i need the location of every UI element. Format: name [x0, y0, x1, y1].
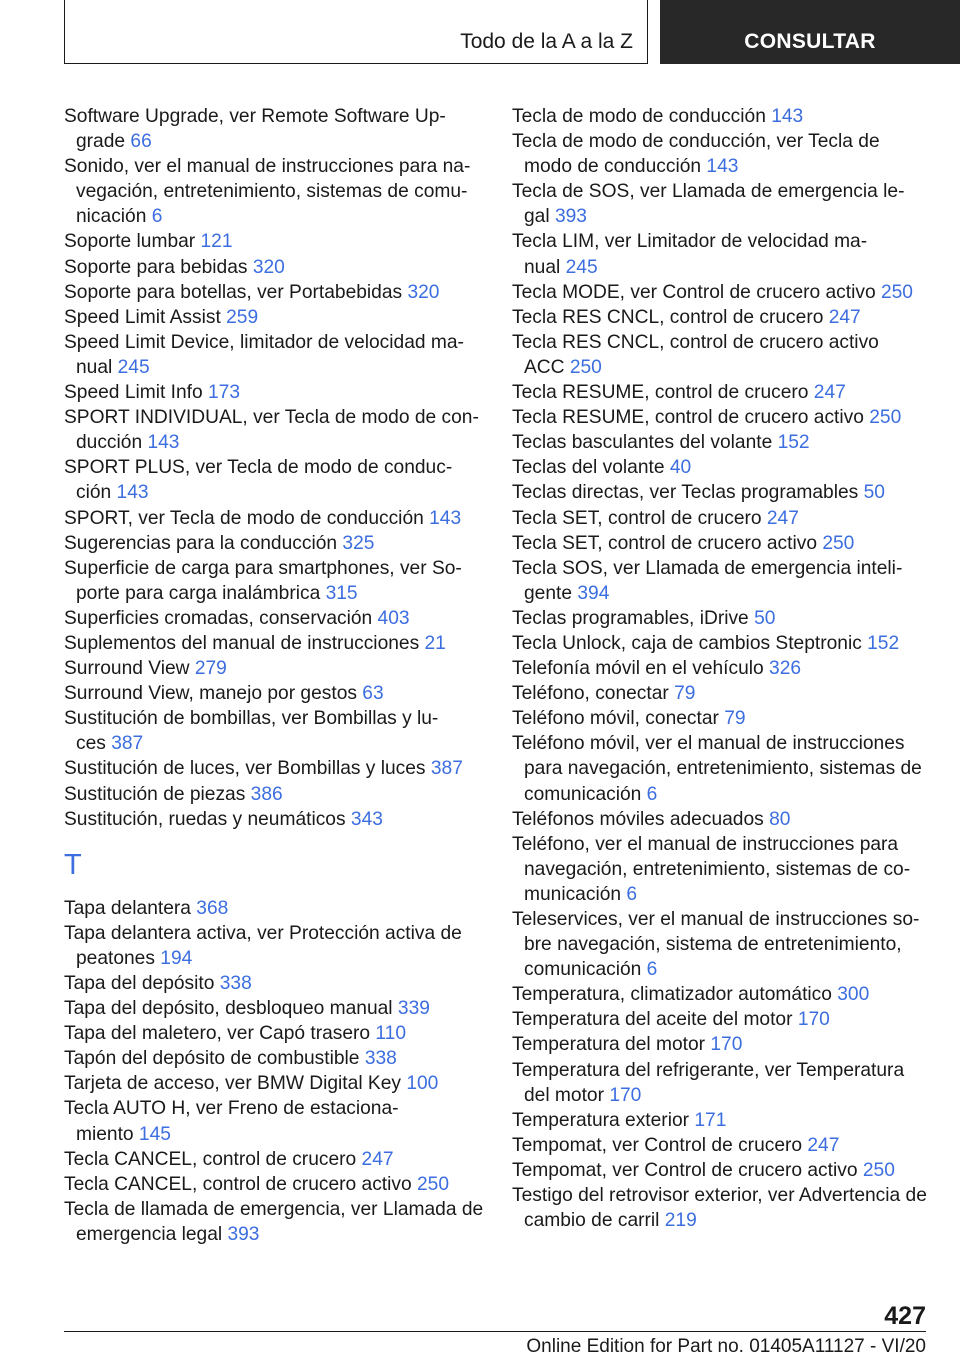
index-entry-label: Teléfono móvil, ver el manual de instrucciones para navegación, entretenimiento, sistemas de comunicación: [512, 733, 922, 805]
page-reference-link[interactable]: 325: [342, 532, 375, 554]
index-entry: [512, 430, 932, 455]
page-reference-link[interactable]: 170: [609, 1084, 642, 1106]
footer-edition-text: Online Edition for Part no. 01405A11127 - VI/20: [526, 1336, 926, 1357]
index-entry-label: Tecla RESUME, control de crucero activo: [512, 407, 870, 429]
index-entry: [512, 631, 932, 656]
page-reference-link[interactable]: 250: [822, 532, 855, 554]
index-entry-label: Telefonía móvil en el vehículo: [512, 658, 770, 680]
index-entry-label: Tecla Unlock, caja de cambios Steptronic: [512, 632, 868, 654]
page-reference-link[interactable]: 194: [160, 947, 193, 969]
index-entry-label: Soporte para botellas, ver Portabebidas: [64, 281, 408, 303]
page-reference-link[interactable]: 338: [364, 1048, 397, 1070]
index-entry-label: Speed Limit Device, limitador de velocidad ma‐ nual: [64, 331, 464, 378]
index-entry: [64, 681, 504, 706]
index-entry: [64, 305, 504, 330]
index-entry-label: Tecla de modo de conducción, ver Tecla de modo de conducción: [512, 131, 880, 178]
index-entry: [512, 982, 932, 1007]
index-entry-label: Tapón del depósito de combustible: [64, 1048, 365, 1070]
page-reference-link[interactable]: 173: [208, 382, 241, 404]
consultar-tab[interactable]: [660, 0, 960, 64]
index-entry-label: Tapa delantera: [64, 897, 197, 919]
page-reference-link[interactable]: 63: [362, 683, 384, 705]
index-entry: [512, 1183, 932, 1233]
index-entry: [64, 782, 504, 807]
page-reference-link[interactable]: 143: [116, 482, 149, 504]
page-reference-link[interactable]: 143: [429, 507, 462, 529]
page-reference-link[interactable]: 250: [569, 356, 602, 378]
page-reference-link[interactable]: 247: [807, 1134, 840, 1156]
page-reference-link[interactable]: 320: [407, 281, 440, 303]
index-entry-label: Software Upgrade, ver Remote Software Up‐ grade: [64, 106, 446, 153]
page-reference-link[interactable]: 339: [397, 998, 430, 1020]
page-reference-link[interactable]: 250: [416, 1173, 449, 1195]
index-entry-label: Teléfonos móviles adecuados: [512, 808, 770, 830]
page-reference-link[interactable]: 245: [565, 256, 598, 278]
index-column-left: [64, 104, 504, 1247]
index-entry: [512, 907, 932, 982]
page-reference-link[interactable]: 6: [151, 206, 163, 228]
footer-divider: [64, 1331, 926, 1332]
page-reference-link[interactable]: 247: [361, 1148, 394, 1170]
index-entry-label: Temperatura, climatizador automático: [512, 984, 838, 1006]
index-entry: [64, 531, 504, 556]
page-reference-link[interactable]: 300: [837, 984, 870, 1006]
index-entry-label: Sustitución, ruedas y neumáticos: [64, 808, 351, 830]
index-entry-label: Surround View, manejo por gestos: [64, 683, 363, 705]
index-entry-label: Soporte para bebidas: [64, 256, 253, 278]
index-entry: [512, 380, 932, 405]
index-entry: [512, 305, 932, 330]
index-entry: [64, 921, 504, 971]
page-reference-link[interactable]: 259: [226, 306, 259, 328]
index-entry-label: Tempomat, ver Control de crucero activo: [512, 1159, 863, 1181]
index-entry: [512, 179, 932, 229]
page-reference-link[interactable]: 219: [664, 1210, 697, 1232]
page-reference-link[interactable]: 40: [669, 457, 692, 479]
index-entry: [512, 556, 932, 606]
index-entry-label: Tecla RESUME, control de crucero: [512, 382, 814, 404]
index-entry-label: SPORT, ver Tecla de modo de conducción: [64, 507, 430, 529]
index-entry: [512, 455, 932, 480]
index-entry-label: Teclas basculantes del volante: [512, 432, 778, 454]
index-entry: [64, 1046, 504, 1071]
index-entry-label: Tempomat, ver Control de crucero: [512, 1134, 808, 1156]
index-entry: [512, 506, 932, 531]
page-reference-link[interactable]: 66: [130, 131, 152, 153]
page-reference-link[interactable]: 121: [200, 231, 233, 253]
page-reference-link[interactable]: 320: [252, 256, 285, 278]
index-entry-label: Surround View: [64, 658, 195, 680]
index-entry-label: Sustitución de bombillas, ver Bombillas y lu‐ ces: [64, 708, 439, 755]
index-entry: [64, 330, 504, 380]
page-reference-link[interactable]: 279: [194, 658, 227, 680]
page-reference-link[interactable]: 79: [674, 683, 696, 705]
index-entry: [64, 971, 504, 996]
index-entry-label: Tecla LIM, ver Limitador de velocidad ma‐ nual: [512, 231, 868, 278]
index-entry-label: Sonido, ver el manual de instrucciones para na‐ vegación, entretenimiento, sistemas de comu‐ nicación: [64, 156, 471, 228]
index-entry-label: Teclas del volante: [512, 457, 670, 479]
index-entry-label: Tecla SET, control de crucero: [512, 507, 767, 529]
index-entry: [512, 1032, 932, 1057]
index-entry: [64, 280, 504, 305]
page-reference-link[interactable]: 250: [862, 1159, 895, 1181]
page-reference-link[interactable]: 145: [138, 1123, 171, 1145]
index-entry-label: Tecla MODE, ver Control de crucero activo: [512, 281, 881, 303]
index-entry-label: Temperatura del refrigerante, ver Temperatura del motor: [512, 1059, 905, 1106]
index-entry-label: Tapa del depósito, desbloqueo manual: [64, 998, 398, 1020]
index-entry-label: Tapa del maletero, ver Capó trasero: [64, 1023, 376, 1045]
index-entry-label: Teléfono, conectar: [512, 683, 675, 705]
page-reference-link[interactable]: 152: [777, 432, 810, 454]
page-reference-link[interactable]: 326: [769, 658, 802, 680]
index-entry-label: Tecla SET, control de crucero activo: [512, 532, 823, 554]
index-entry-label: Tecla de llamada de emergencia, ver Llamada de emergencia legal: [64, 1198, 484, 1245]
index-entry: [64, 154, 504, 229]
index-entry: [64, 896, 504, 921]
index-group-s: [64, 104, 504, 832]
page-reference-link[interactable]: 394: [577, 582, 610, 604]
index-entry: [512, 832, 932, 907]
page-reference-link[interactable]: 338: [219, 973, 252, 994]
index-entry-label: Teléfono, ver el manual de instrucciones para navegación, entretenimiento, sistemas de co‐ municación: [512, 833, 911, 905]
page-reference-link[interactable]: 247: [813, 382, 846, 404]
index-entry: [64, 1197, 504, 1247]
page-number: 427: [884, 1302, 926, 1330]
index-entry: [512, 681, 932, 706]
section-title: Todo de la A a la Z: [460, 30, 633, 53]
index-entry: [64, 1172, 504, 1197]
index-entry-label: Soporte lumbar: [64, 231, 201, 253]
index-entry: [64, 506, 504, 531]
index-entry: [64, 807, 504, 832]
index-entry: [512, 531, 932, 556]
page-reference-link[interactable]: 143: [706, 156, 739, 178]
index-entry: [512, 129, 932, 179]
index-entry: [64, 1071, 504, 1096]
index-entry: [512, 330, 932, 380]
index-entry-label: Teclas directas, ver Teclas programables: [512, 482, 864, 504]
index-entry-label: Tecla AUTO H, ver Freno de estaciona‐ miento: [64, 1098, 399, 1145]
page-reference-link[interactable]: 343: [350, 808, 383, 830]
index-entry: [64, 706, 504, 756]
page-reference-link[interactable]: 170: [710, 1034, 743, 1056]
page-reference-link[interactable]: 110: [375, 1023, 407, 1045]
index-entry: [64, 1147, 504, 1172]
index-entry-label: Teclas programables, iDrive: [512, 607, 755, 629]
index-entry-label: Tapa delantera activa, ver Protección activa de peatones: [64, 922, 462, 969]
page-reference-link[interactable]: 250: [880, 281, 913, 303]
page-reference-link[interactable]: 6: [626, 883, 638, 905]
page-reference-link[interactable]: 368: [196, 897, 229, 919]
page-reference-link[interactable]: 245: [117, 356, 150, 378]
page-reference-link[interactable]: 152: [867, 632, 900, 654]
index-entry-label: Superficies cromadas, conservación: [64, 607, 378, 629]
index-entry-label: Sustitución de luces, ver Bombillas y luces: [64, 758, 431, 780]
index-entry: [64, 1021, 504, 1046]
index-entry: [64, 631, 504, 656]
index-entry-label: Suplementos del manual de instrucciones: [64, 632, 425, 654]
index-entry: [64, 229, 504, 254]
page-reference-link[interactable]: 50: [863, 482, 885, 504]
index-entry: [512, 1158, 932, 1183]
page-reference-link[interactable]: 79: [724, 708, 746, 730]
page-reference-link[interactable]: 143: [771, 106, 804, 127]
footer-edition: [64, 1336, 926, 1358]
consultar-tab-label: CONSULTAR: [744, 30, 876, 53]
page-reference-link[interactable]: 386: [250, 783, 283, 805]
page-reference-link[interactable]: 143: [147, 432, 180, 454]
index-entry: [512, 656, 932, 681]
index-entry: [64, 104, 504, 154]
page-reference-link[interactable]: 247: [828, 306, 861, 328]
index-entry: [512, 1133, 932, 1158]
index-entry-label: Tecla de modo de conducción: [512, 106, 772, 127]
page-reference-link[interactable]: 171: [694, 1109, 727, 1131]
index-column-right: [512, 104, 932, 1233]
index-entry-label: Tecla CANCEL, control de crucero: [64, 1148, 362, 1170]
index-entry-label: Superficie de carga para smartphones, ver So‐ porte para carga inalámbrica: [64, 557, 462, 604]
index-entry: [64, 556, 504, 606]
index-entry-label: Temperatura exterior: [512, 1109, 695, 1131]
page-reference-link[interactable]: 50: [754, 607, 776, 629]
index-entry: [512, 1058, 932, 1108]
index-entry: [64, 1096, 504, 1146]
page-reference-link[interactable]: 393: [554, 206, 587, 228]
index-entry-label: Speed Limit Assist: [64, 306, 227, 328]
index-entry: [512, 405, 932, 430]
index-entry-label: SPORT PLUS, ver Tecla de modo de conduc‐ ción: [64, 457, 453, 504]
section-letter-t: T: [64, 848, 82, 881]
index-entry-label: Tarjeta de acceso, ver BMW Digital Key: [64, 1073, 407, 1095]
page-reference-link[interactable]: 100: [406, 1073, 439, 1095]
index-entry: [512, 807, 932, 832]
index-group-t: [64, 896, 504, 1247]
index-entry: [512, 706, 932, 731]
index-entry: [512, 280, 932, 305]
index-entry-label: Sustitución de piezas: [64, 783, 251, 805]
index-entry: [64, 255, 504, 280]
index-group-t-continued: [512, 104, 932, 1233]
index-entry-label: Temperatura del aceite del motor: [512, 1009, 798, 1031]
index-entry: [64, 380, 504, 405]
page-reference-link[interactable]: 387: [430, 758, 463, 780]
index-entry: [512, 731, 932, 806]
index-entry-label: Tecla SOS, ver Llamada de emergencia inteli‐ gente: [512, 557, 903, 604]
index-entry: [512, 1007, 932, 1032]
index-entry: [64, 455, 504, 505]
index-entry-label: Tecla RES CNCL, control de crucero activo ACC: [512, 331, 879, 378]
index-entry: [64, 405, 504, 455]
page-reference-link[interactable]: 247: [766, 507, 799, 529]
index-entry-label: Teleservices, ver el manual de instrucciones so‐ bre navegación, sistema de entretenimiento, comunicación: [512, 909, 920, 981]
page-reference-link[interactable]: 21: [424, 632, 446, 654]
index-entry-label: Tapa del depósito: [64, 973, 220, 994]
index-entry-label: Sugerencias para la conducción: [64, 532, 343, 554]
index-entry: [64, 656, 504, 681]
index-entry-label: Speed Limit Info: [64, 382, 208, 404]
index-entry-label: Tecla de SOS, ver Llamada de emergencia le‐ gal: [512, 181, 905, 228]
page-reference-link[interactable]: 6: [646, 959, 658, 981]
page-reference-link[interactable]: 387: [111, 733, 144, 755]
index-entry-label: SPORT INDIVIDUAL, ver Tecla de modo de con‐ ducción: [64, 407, 479, 454]
page-reference-link[interactable]: 170: [797, 1009, 830, 1031]
index-entry: [64, 756, 504, 781]
index-entry-label: Testigo del retrovisor exterior, ver Advertencia de cambio de carril: [512, 1185, 927, 1232]
index-entry: [64, 996, 504, 1021]
index-entry: [512, 606, 932, 631]
index-entry: [512, 480, 932, 505]
page-reference-link[interactable]: 403: [377, 607, 410, 629]
page-reference-link[interactable]: 393: [227, 1223, 260, 1245]
index-entry: [512, 229, 932, 279]
page-reference-link[interactable]: 6: [646, 783, 658, 805]
page-reference-link[interactable]: 315: [325, 582, 358, 604]
index-entry-label: Tecla RES CNCL, control de crucero: [512, 306, 829, 328]
index-entry: [64, 606, 504, 631]
index-entry-label: Teléfono móvil, conectar: [512, 708, 725, 730]
page-reference-link[interactable]: 80: [769, 808, 791, 830]
index-entry-label: Tecla CANCEL, control de crucero activo: [64, 1173, 417, 1195]
index-entry: [512, 1108, 932, 1133]
section-header: [64, 0, 648, 64]
page-reference-link[interactable]: 250: [869, 407, 902, 429]
index-entry: [512, 104, 932, 129]
index-entry-label: Temperatura del motor: [512, 1034, 711, 1056]
